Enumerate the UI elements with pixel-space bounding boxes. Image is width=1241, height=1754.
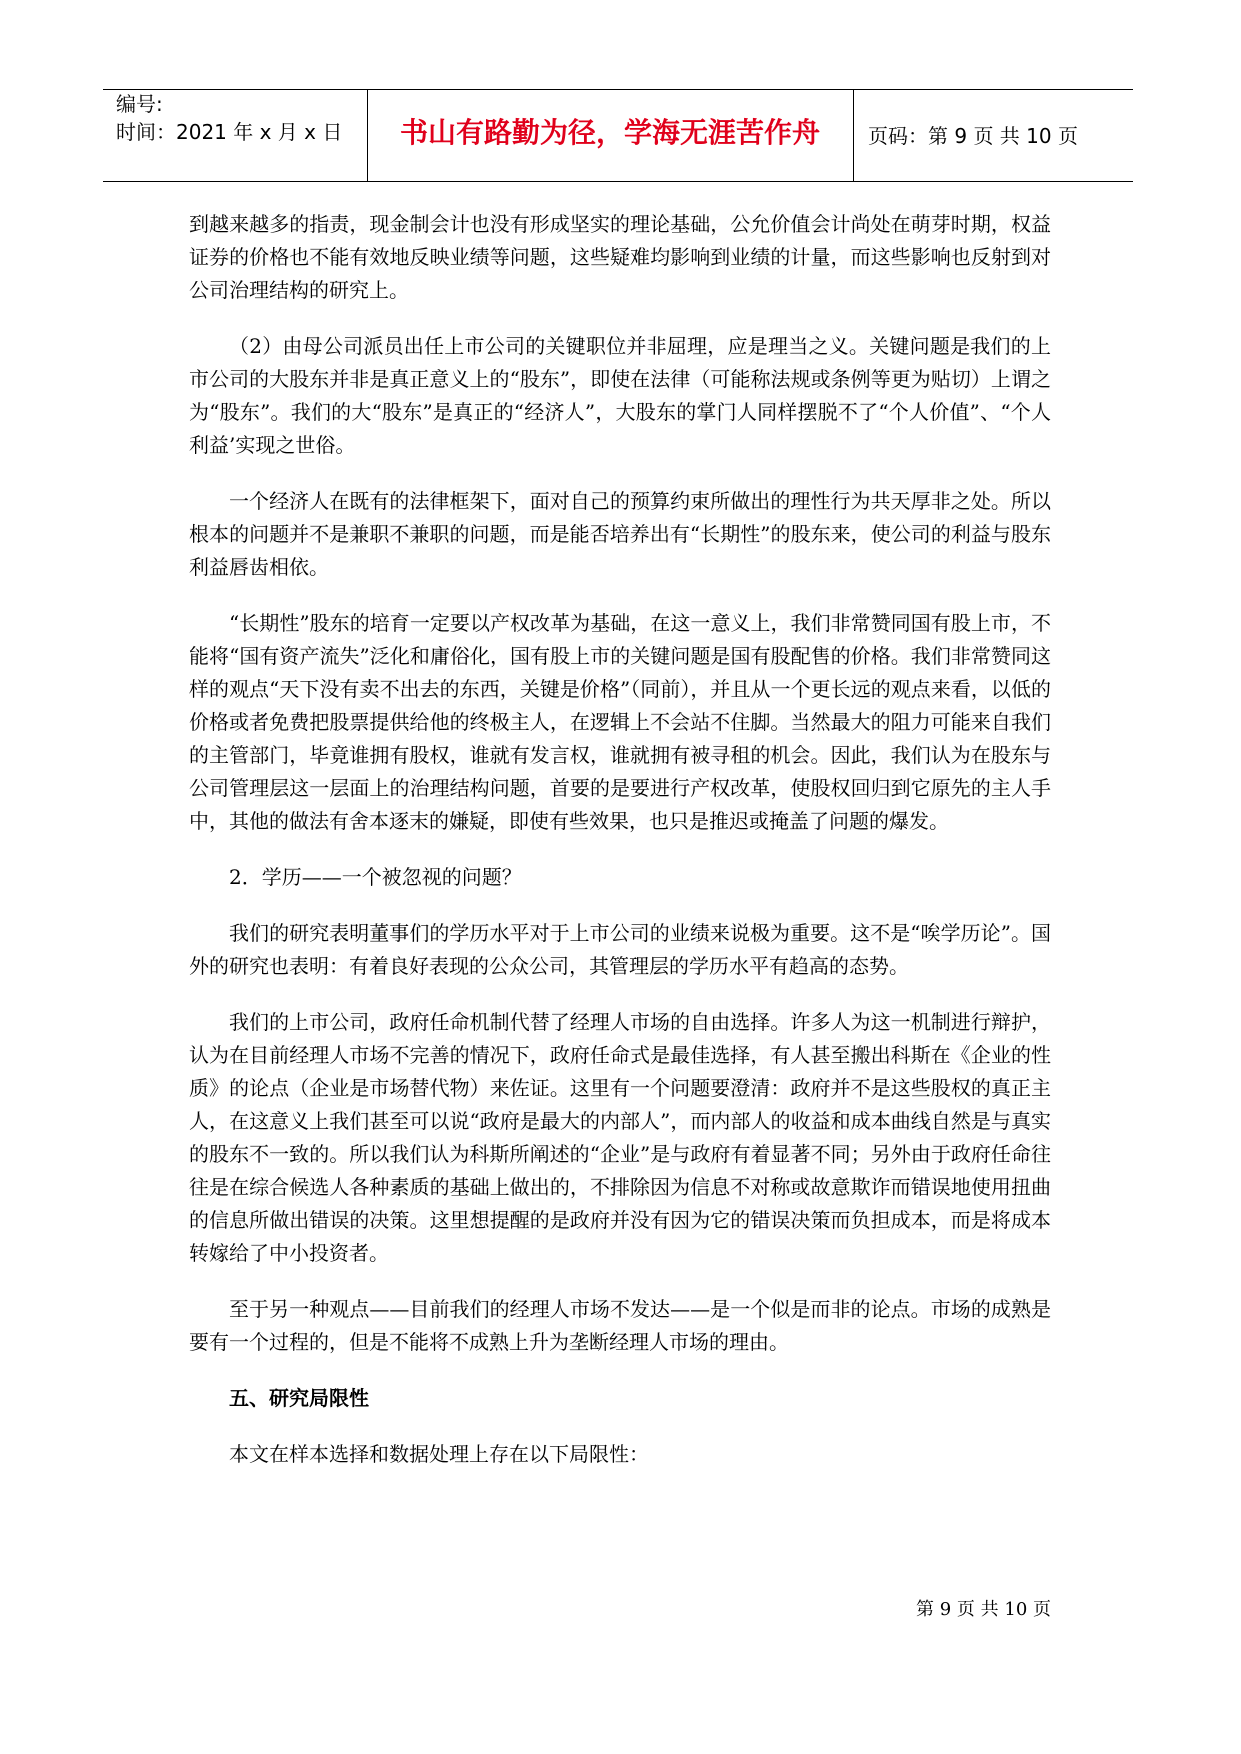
body-paragraph: 我们的研究表明董事们的学历水平对于上市公司的业绩来说极为重要。这不是“唉学历论”。国外的研究也表明：有着良好表现的公众公司，其管理层的学历水平有趋高的态势。 xyxy=(189,921,1051,978)
header-page-code: 页码：第 9 页 共 10 页 xyxy=(868,124,1078,148)
section-subheading: 2．学历——一个被忽视的问题？ xyxy=(229,865,522,889)
page-footer: 第 9 页 共 10 页 xyxy=(916,1599,1051,1620)
body-paragraph: 至于另一种观点——目前我们的经理人市场不发达——是一个似是而非的论点。市场的成熟是要有一个过程的，但是不能将不成熟上升为垄断经理人市场的理由。 xyxy=(189,1297,1051,1354)
header-motto: 书山有路勤为径，学海无涯苦作舟 xyxy=(399,116,820,149)
document-body xyxy=(189,208,1051,1494)
body-paragraph: 我们的上市公司，政府任命机制代替了经理人市场的自由选择。许多人为这一机制进行辩护，认为在目前经理人市场不完善的情况下，政府任命式是最佳选择，有人甚至搬出科斯在《企业的性质》的论点（企业是市场替代物）来佐证。这里有一个问题要澄清：政府并不是这些股权的真正主人，在这意义上我们甚至可以说“政府是最大的内部人”，而内部人的收益和成本曲线自然是与真实的股东不一致的。所以我们认为科斯所阐述的“企业”是与政府有着显著不同；另外由于政府任命往往是在综合候选人各种素质的基础上做出的，不排除因为信息不对称或故意欺诈而错误地使用扭曲的信息所做出错误的决策。这里想提醒的是政府并没有因为它的错误决策而负担成本，而是将成本转嫁给了中小投资者。 xyxy=(189,1010,1051,1265)
header-top-rule xyxy=(103,89,1133,90)
document-number-label: 编号: xyxy=(116,92,163,116)
header-divider-right xyxy=(853,89,854,181)
header-bottom-rule xyxy=(103,181,1133,182)
body-paragraph: “长期性”股东的培育一定要以产权改革为基础，在这一意义上，我们非常赞同国有股上市，不能将“国有资产流失”泛化和庸俗化，国有股上市的关键问题是国有股配售的价格。我们非常赞同这样的观点“天下没有卖不出去的东西，关键是价格”（同前），并且从一个更长远的观点来看，以低的价格或者免费把股票提供给他的终极主人，在逻辑上不会站不住脚。当然最大的阻力可能来自我们的主管部门，毕竟谁拥有股权，谁就有发言权，谁就拥有被寻租的机会。因此，我们认为在股东与公司管理层这一层面上的治理结构问题，首要的是要进行产权改革，使股权回归到它原先的主人手中，其他的做法有舍本逐末的嫌疑，即使有些效果，也只是推迟或掩盖了问题的爆发。 xyxy=(189,611,1051,833)
body-paragraph: （2）由母公司派员出任上市公司的关键职位并非屈理，应是理当之义。关键问题是我们的上市公司的大股东并非是真正意义上的“股东”，即使在法律（可能称法规或条例等更为贴切）上谓之为“股东”。我们的大“股东”是真正的“经济人”，大股东的掌门人同样摆脱不了“个人价值”、“个人利益’实现之世俗。 xyxy=(189,334,1051,457)
document-time-label: 时间：2021 年 x 月 x 日 xyxy=(116,120,343,144)
body-paragraph: 本文在样本选择和数据处理上存在以下局限性： xyxy=(229,1442,649,1466)
section-heading: 五、研究局限性 xyxy=(229,1386,369,1410)
body-paragraph: 一个经济人在既有的法律框架下，面对自己的预算约束所做出的理性行为共天厚非之处。所以根本的问题并不是兼职不兼职的问题，而是能否培养出有“长期性”的股东来，使公司的利益与股东利益唇齿相依。 xyxy=(189,489,1051,579)
body-paragraph-continued: 到越来越多的指责，现金制会计也没有形成坚实的理论基础，公允价值会计尚处在萌芽时期，权益证券的价格也不能有效地反映业绩等问题，这些疑难均影响到业绩的计量，而这些影响也反射到对公司治理结构的研究上。 xyxy=(189,212,1051,302)
